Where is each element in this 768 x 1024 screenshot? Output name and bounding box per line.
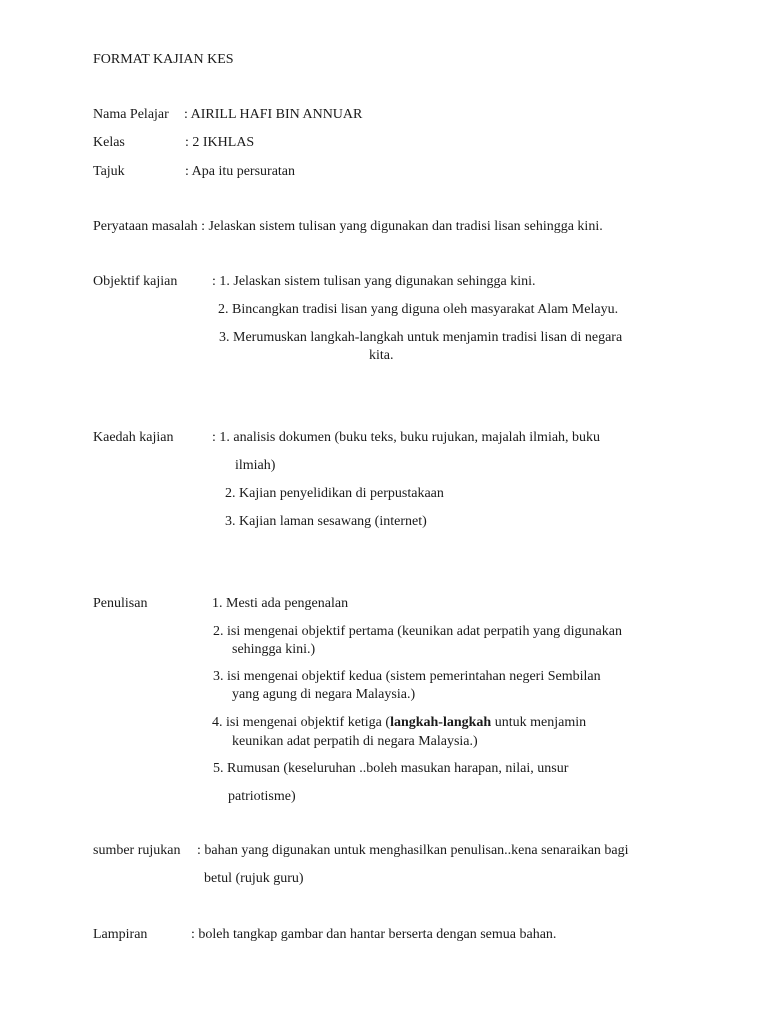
sumber-line-1: : bahan yang digunakan untuk menghasilkan penulisan..kena senaraikan bagi [197, 843, 629, 858]
objektif-label: Objektif kajian [93, 274, 178, 289]
penulisan-item-4-bold: langkah-langkah [390, 715, 492, 730]
objektif-item-3-line-1: 3. Merumuskan langkah-langkah untuk menjamin tradisi lisan di negara [219, 330, 623, 345]
penulisan-item-3-line-1: 3. isi mengenai objektif kedua (sistem pemerintahan negeri Sembilan [213, 669, 601, 684]
penulisan-label: Penulisan [93, 596, 148, 611]
pernyataan-masalah: Peryataan masalah : Jelaskan sistem tulisan yang digunakan dan tradisi lisan sehingga kini. [93, 219, 603, 234]
penulisan-item-4-suffix: untuk menjamin [491, 715, 587, 730]
penulisan-item-4-prefix: 4. isi mengenai objektif ketiga ( [212, 715, 391, 730]
penulisan-item-2-line-2: sehingga kini.) [232, 642, 316, 657]
lampiran-value: : boleh tangkap gambar dan hantar berserta dengan semua bahan. [191, 927, 557, 942]
nama-value: : AIRILL HAFI BIN ANNUAR [184, 107, 363, 122]
kaedah-label: Kaedah kajian [93, 430, 174, 445]
penulisan-item-4-line-1 [212, 715, 586, 731]
nama-label: Nama Pelajar [93, 107, 169, 122]
objektif-item-1: : 1. Jelaskan sistem tulisan yang digunakan sehingga kini. [212, 274, 536, 289]
penulisan-item-5-line-1: 5. Rumusan (keseluruhan ..boleh masukan harapan, nilai, unsur [213, 761, 569, 776]
kaedah-item-1-line-1: : 1. analisis dokumen (buku teks, buku rujukan, majalah ilmiah, buku [212, 430, 601, 445]
objektif-item-3-line-2: kita. [369, 348, 394, 363]
document-title: FORMAT KAJIAN KES [93, 52, 234, 67]
penulisan-item-1: 1. Mesti ada pengenalan [212, 596, 349, 611]
tajuk-label: Tajuk [93, 164, 125, 179]
sumber-label: sumber rujukan [93, 843, 181, 858]
sumber-line-2: betul (rujuk guru) [204, 871, 304, 886]
penulisan-item-3-line-2: yang agung di negara Malaysia.) [232, 687, 416, 702]
tajuk-value: : Apa itu persuratan [185, 164, 296, 179]
penulisan-item-4-line-2: keunikan adat perpatih di negara Malaysia.) [232, 734, 478, 749]
objektif-item-2: 2. Bincangkan tradisi lisan yang diguna oleh masyarakat Alam Melayu. [218, 302, 619, 317]
penulisan-item-2-line-1: 2. isi mengenai objektif pertama (keunikan adat perpatih yang digunakan [213, 624, 622, 639]
kelas-value: : 2 IKHLAS [185, 135, 255, 150]
kaedah-item-3: 3. Kajian laman sesawang (internet) [225, 514, 427, 529]
kelas-label: Kelas [93, 135, 125, 150]
kaedah-item-2: 2. Kajian penyelidikan di perpustakaan [225, 486, 444, 501]
kaedah-item-1-line-2: ilmiah) [235, 458, 276, 473]
lampiran-label: Lampiran [93, 927, 148, 942]
penulisan-item-5-line-2: patriotisme) [228, 789, 296, 804]
